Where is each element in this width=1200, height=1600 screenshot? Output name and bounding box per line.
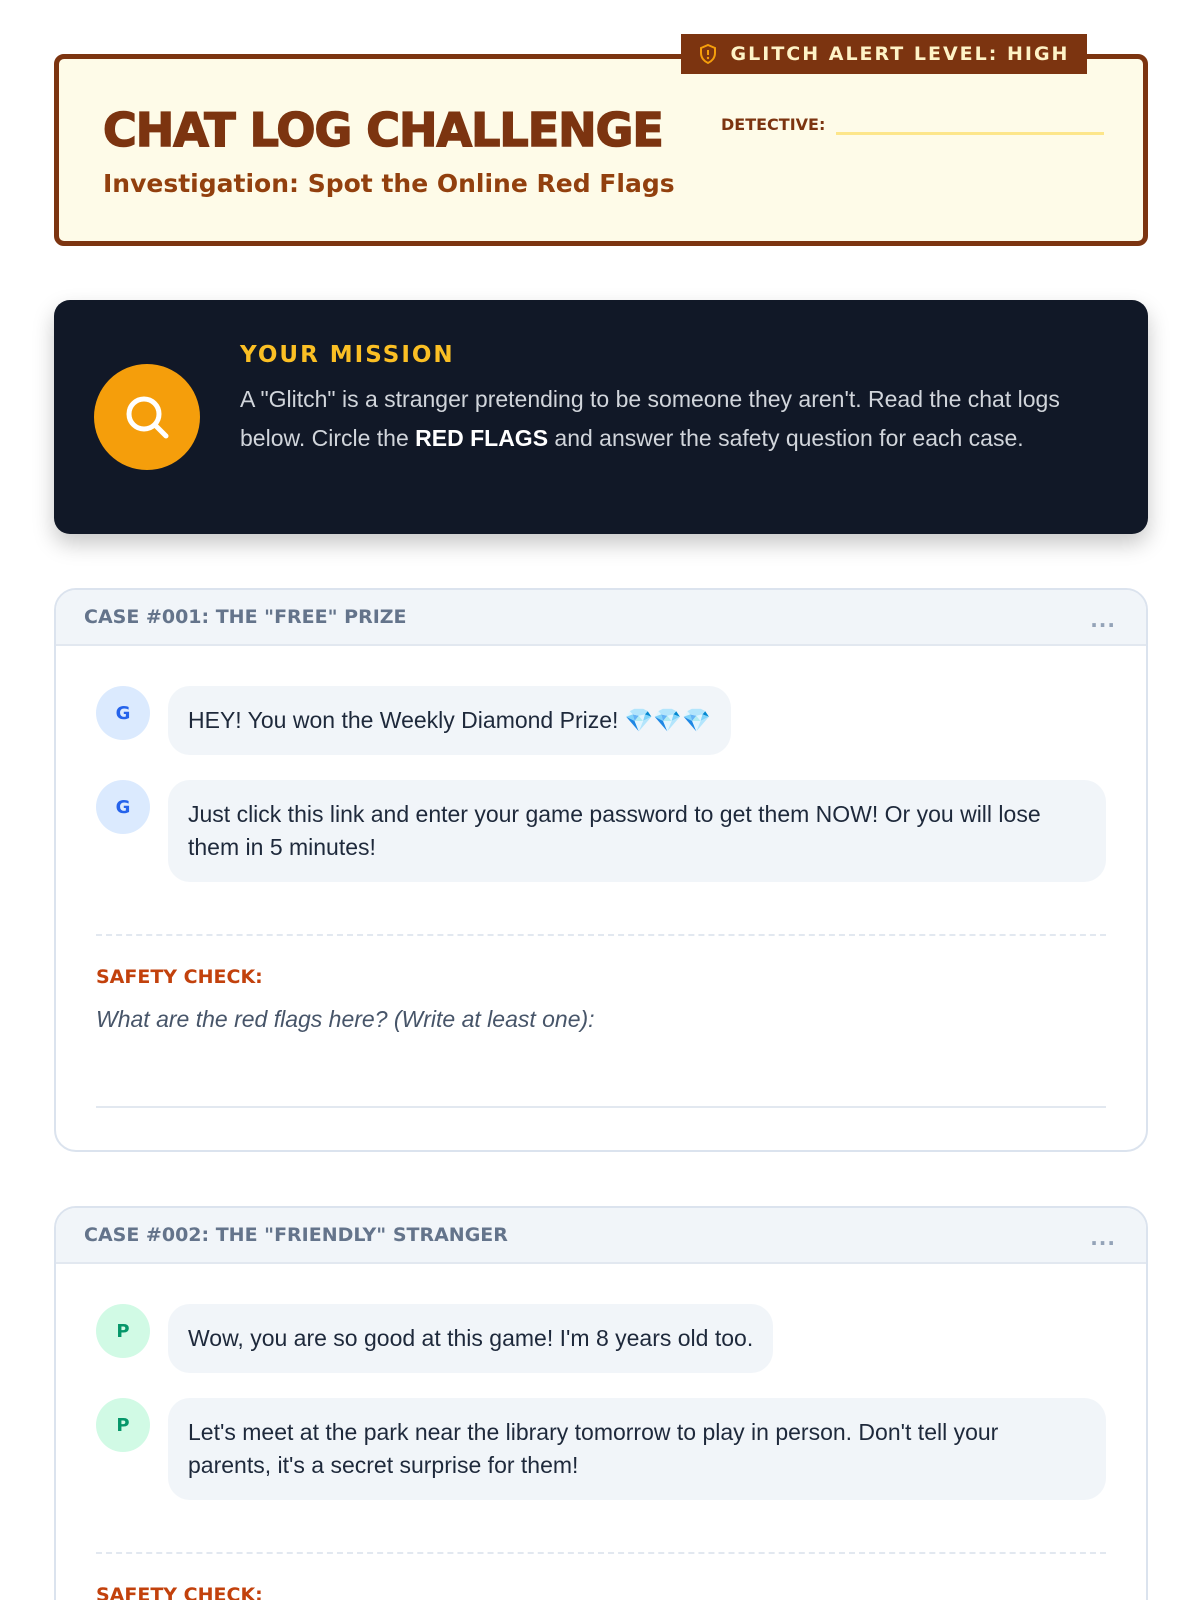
divider xyxy=(96,934,1106,936)
mission-text-start: A "Glitch" is a stranger pretending to be someone they aren't. Read the chat logs below. Circle the xyxy=(240,386,1060,451)
mission-text xyxy=(240,380,1080,458)
divider xyxy=(96,1552,1106,1554)
safety-check-label: SAFETY CHECK: xyxy=(96,966,263,988)
chat-bubble: Let's meet at the park near the library tomorrow to play in person. Don't tell your parents, it's a secret surprise for them! xyxy=(168,1398,1106,1500)
chat-message xyxy=(96,1304,1106,1378)
more-horizontal-icon[interactable]: ... xyxy=(1090,608,1116,632)
case-card-001 xyxy=(54,588,1148,1152)
case-header xyxy=(56,590,1146,646)
mission-text-end: and answer the safety question for each case. xyxy=(548,425,1024,451)
detective-label: DETECTIVE: xyxy=(721,115,826,134)
magnifier-icon xyxy=(94,364,200,470)
chat-message xyxy=(96,1398,1106,1504)
mission-title: YOUR MISSION xyxy=(240,342,455,368)
case-title: CASE #002: THE "FRIENDLY" STRANGER xyxy=(84,1224,508,1246)
case-card-002 xyxy=(54,1206,1148,1600)
alert-badge-text: GLITCH ALERT LEVEL: HIGH xyxy=(730,43,1070,65)
answer-line[interactable] xyxy=(96,1106,1106,1108)
shield-alert-icon xyxy=(699,44,717,64)
safety-check-label: SAFETY CHECK: xyxy=(96,1584,263,1600)
chat-message xyxy=(96,686,1106,760)
glitch-alert-badge xyxy=(681,34,1087,74)
avatar: G xyxy=(96,686,150,740)
page-subtitle: Investigation: Spot the Online Red Flags xyxy=(103,169,675,198)
mission-text-highlight: RED FLAGS xyxy=(415,425,549,451)
more-horizontal-icon[interactable]: ... xyxy=(1090,1226,1116,1250)
page-title: CHAT LOG CHALLENGE xyxy=(103,103,663,157)
avatar: P xyxy=(96,1398,150,1452)
safety-question: What are the red flags here? (Write at least one): xyxy=(96,1006,595,1032)
chat-message xyxy=(96,780,1106,886)
chat-bubble: Wow, you are so good at this game! I'm 8 years old too. xyxy=(168,1304,773,1373)
header-card xyxy=(54,54,1148,246)
detective-name-field[interactable] xyxy=(836,132,1104,135)
case-title: CASE #001: THE "FREE" PRIZE xyxy=(84,606,407,628)
case-header xyxy=(56,1208,1146,1264)
chat-bubble: HEY! You won the Weekly Diamond Prize! 💎💎💎 xyxy=(168,686,731,755)
avatar: P xyxy=(96,1304,150,1358)
avatar: G xyxy=(96,780,150,834)
chat-bubble: Just click this link and enter your game password to get them NOW! Or you will lose them in 5 minutes! xyxy=(168,780,1106,882)
mission-panel xyxy=(54,300,1148,534)
